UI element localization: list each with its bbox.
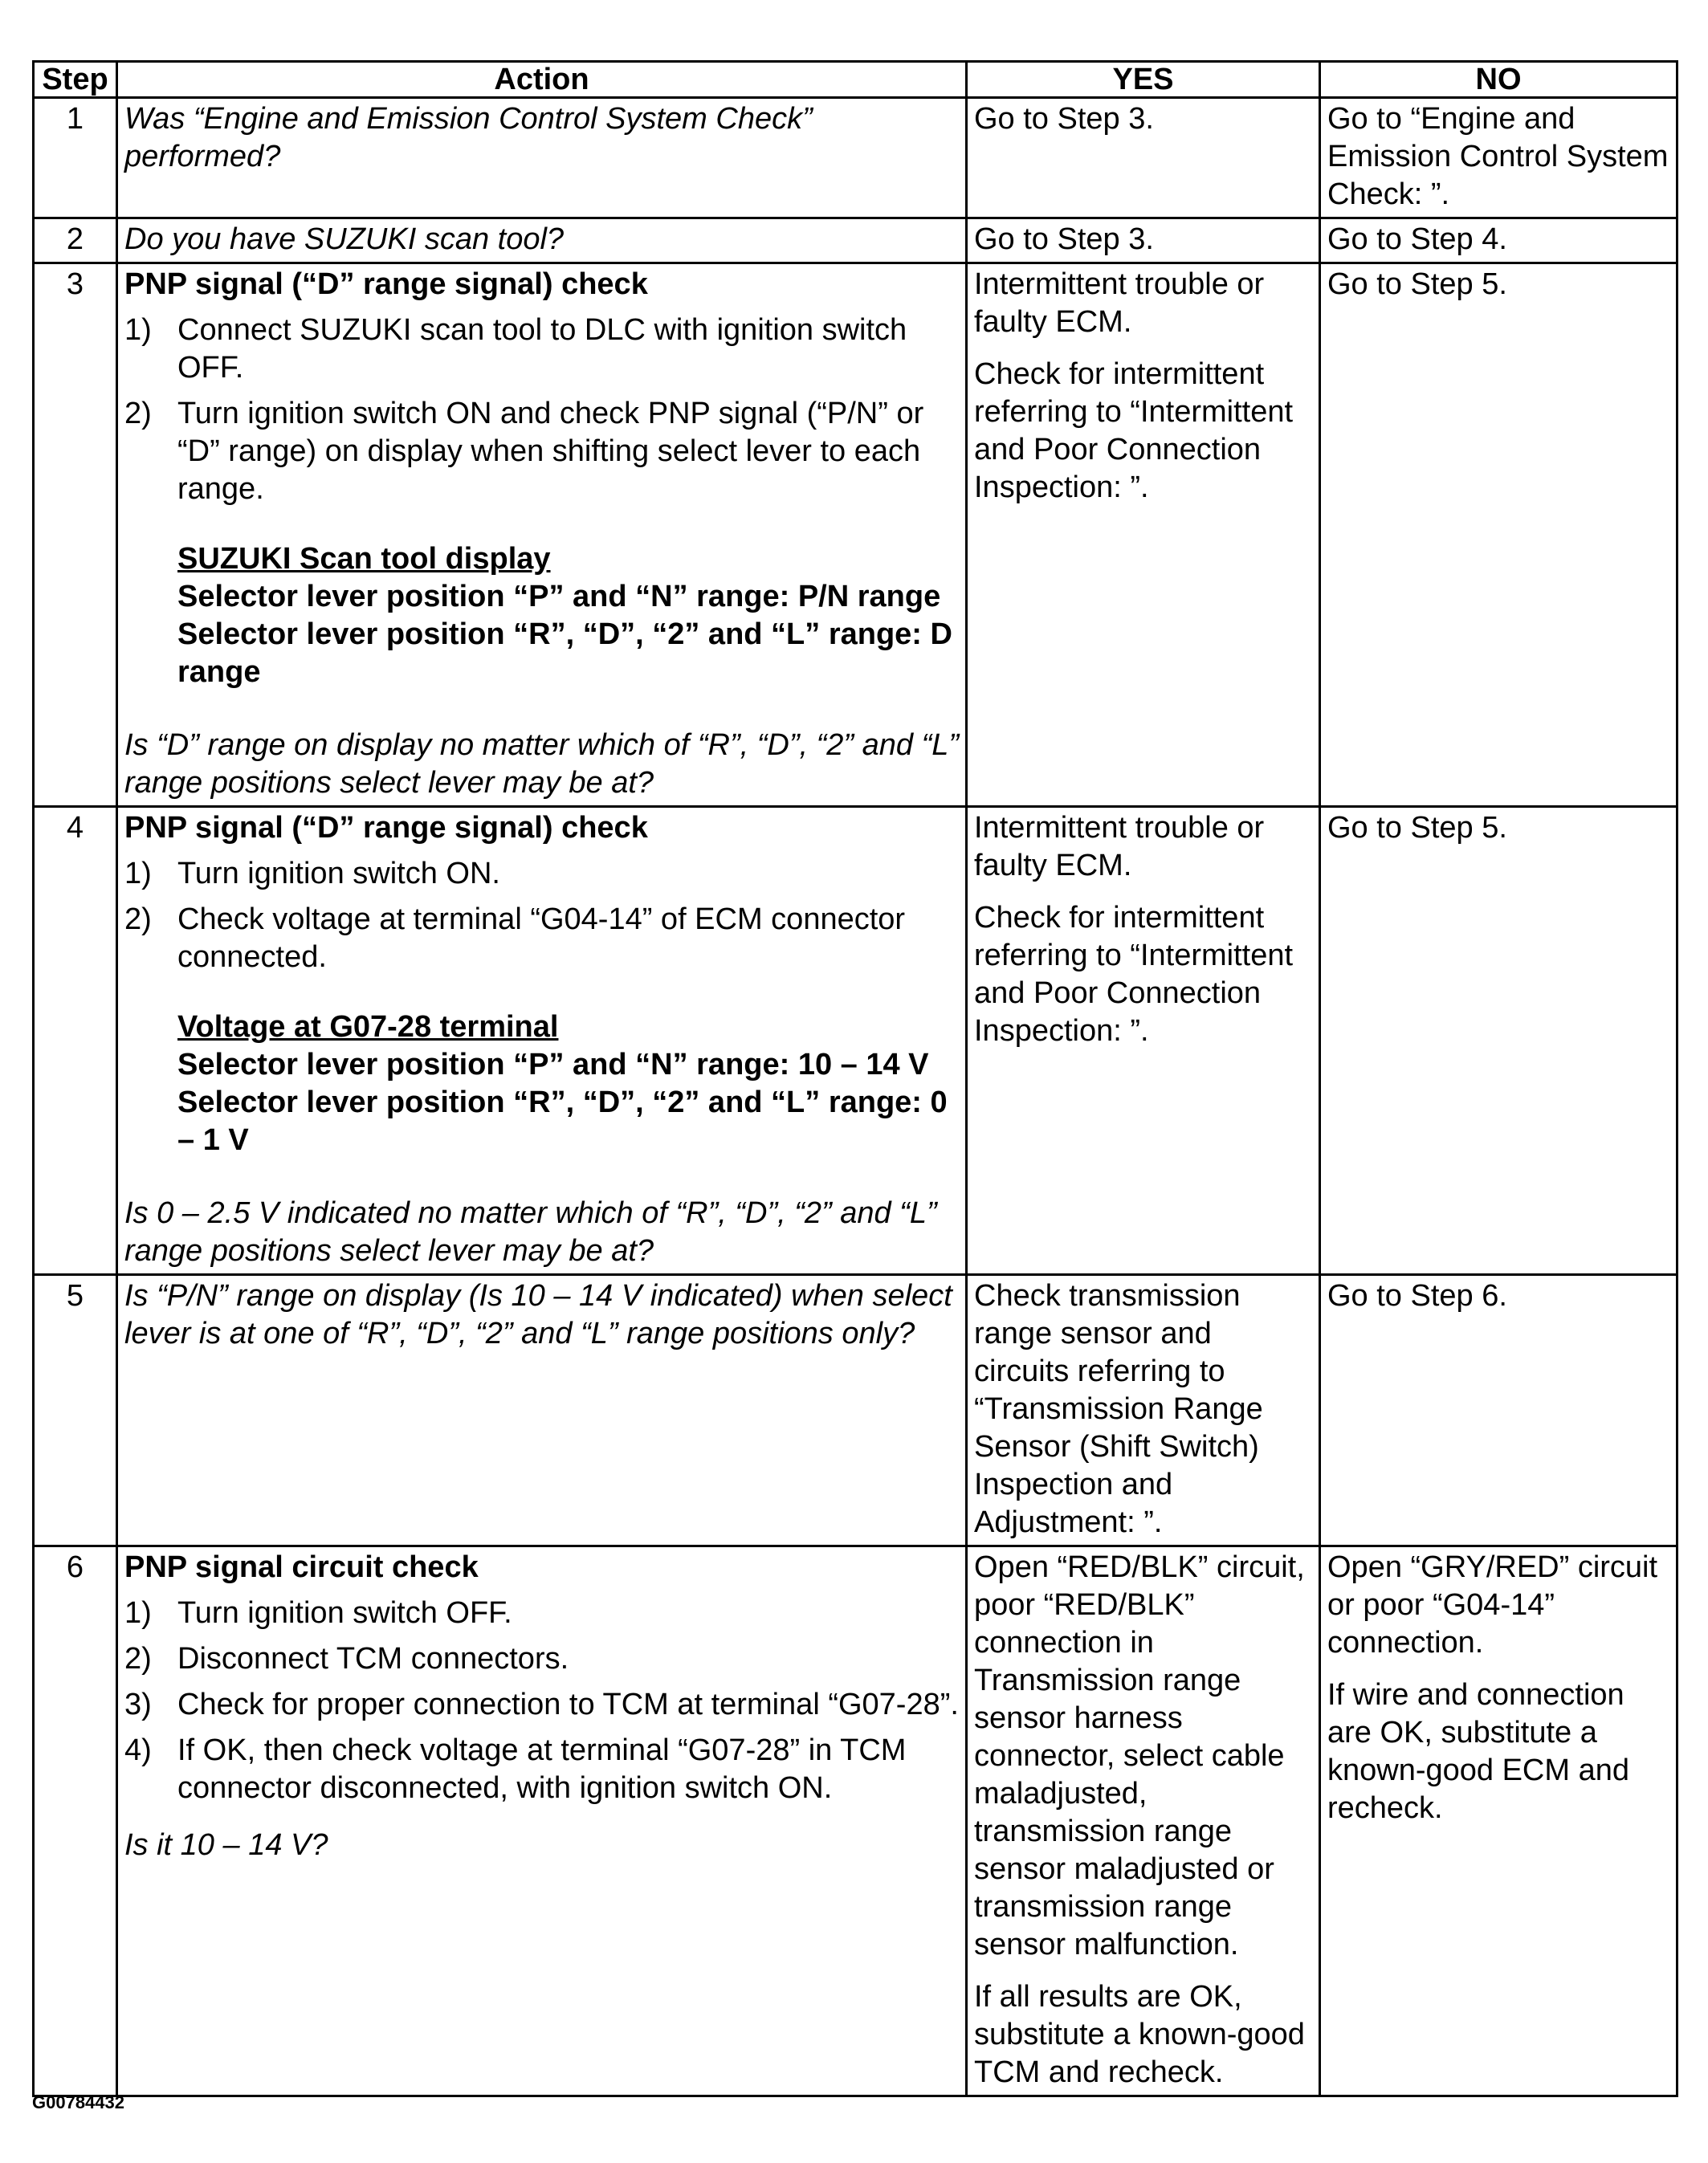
spec-block: [177, 1008, 959, 1159]
action-title: PNP signal circuit check: [124, 1550, 479, 1584]
step-number: 6: [34, 1546, 117, 2096]
no-cell: Go to Step 5.: [1320, 263, 1677, 807]
yes-text: Check for intermittent referring to “Intermittent and Poor Connection Inspection: ”.: [974, 357, 1294, 504]
yes-text: Check for intermittent referring to “Intermittent and Poor Connection Inspection: ”.: [974, 901, 1294, 1048]
yes-text: Intermittent trouble or faulty ECM.: [974, 811, 1265, 882]
no-text: If wire and connection are OK, substitute a known-good ECM and recheck.: [1327, 1678, 1629, 1825]
yes-cell: [967, 1546, 1320, 2096]
yes-cell: [967, 263, 1320, 807]
list-item: 2) Turn ignition switch ON and check PNP signal (“P/N” or “D” range) on display when shifting select lever to each range.: [124, 397, 924, 506]
header-row: [34, 62, 1677, 98]
header-no: NO: [1320, 62, 1677, 98]
yes-cell: Check transmission range sensor and circuits referring to “Transmission Range Sensor (Shift Switch) Inspection and Adjustment: ”.: [967, 1275, 1320, 1546]
action-cell: [117, 807, 967, 1275]
no-cell: [1320, 1546, 1677, 2096]
action-title: PNP signal (“D” range signal) check: [124, 811, 648, 845]
no-cell: Go to “Engine and Emission Control System Check: ”.: [1320, 98, 1677, 218]
list-item: 4) If OK, then check voltage at terminal “G07-28” in TCM connector disconnected, with ignition switch ON.: [124, 1733, 907, 1805]
table-row: [34, 218, 1677, 263]
action-cell: [117, 98, 967, 218]
action-question: Is “D” range on display no matter which of “R”, “D”, “2” and “L” range positions select lever may be at?: [124, 728, 960, 800]
substep-list: [124, 312, 959, 508]
action-question: Is it 10 – 14 V?: [124, 1828, 328, 1862]
action-cell: [117, 1546, 967, 2096]
action-cell: [117, 1275, 967, 1546]
action-cell: [117, 263, 967, 807]
spec-line: Selector lever position “P” and “N” range: P/N range: [177, 580, 941, 613]
action-question: Is 0 – 2.5 V indicated no matter which of “R”, “D”, “2” and “L” range positions select lever may be at?: [124, 1196, 937, 1268]
table-row: [34, 1275, 1677, 1546]
substep-list: [124, 855, 959, 976]
spec-title: Voltage at G07-28 terminal: [177, 1010, 559, 1044]
step-number: 1: [34, 98, 117, 218]
action-cell: [117, 218, 967, 263]
action-title: PNP signal (“D” range signal) check: [124, 267, 648, 301]
list-item: 1) Turn ignition switch ON.: [124, 857, 500, 890]
table-row: [34, 807, 1677, 1275]
spec-title: SUZUKI Scan tool display: [177, 542, 551, 576]
yes-cell: Go to Step 3.: [967, 98, 1320, 218]
table-row: [34, 263, 1677, 807]
action-question: Do you have SUZUKI scan tool?: [124, 222, 565, 256]
step-number: 5: [34, 1275, 117, 1546]
spec-line: Selector lever position “P” and “N” range: 10 – 14 V: [177, 1048, 929, 1082]
figure-id: G00784432: [32, 2092, 124, 2112]
yes-cell: [967, 807, 1320, 1275]
header-action: Action: [117, 62, 967, 98]
no-cell: Go to Step 4.: [1320, 218, 1677, 263]
spec-line: Selector lever position “R”, “D”, “2” and “L” range: D range: [177, 617, 952, 689]
action-question: Is “P/N” range on display (Is 10 – 14 V indicated) when select lever is at one of “R”, “D”, “2” and “L” range positions only?: [124, 1279, 952, 1350]
no-cell: Go to Step 6.: [1320, 1275, 1677, 1546]
list-item: 3) Check for proper connection to TCM at terminal “G07-28”.: [124, 1688, 959, 1721]
no-cell: Go to Step 5.: [1320, 807, 1677, 1275]
substep-list: [124, 1595, 959, 1807]
table-row: [34, 1546, 1677, 2096]
yes-text: Intermittent trouble or faulty ECM.: [974, 267, 1265, 339]
step-number: 4: [34, 807, 117, 1275]
list-item: 2) Check voltage at terminal “G04-14” of ECM connector connected.: [124, 902, 906, 974]
list-item: 1) Turn ignition switch OFF.: [124, 1596, 512, 1630]
diagnostic-table: [32, 60, 1678, 2097]
header-yes: YES: [967, 62, 1320, 98]
spec-block: [177, 540, 959, 691]
no-text: Open “GRY/RED” circuit or poor “G04-14” connection.: [1327, 1550, 1658, 1660]
header-step: Step: [34, 62, 117, 98]
step-number: 2: [34, 218, 117, 263]
spec-line: Selector lever position “R”, “D”, “2” and “L” range: 0 – 1 V: [177, 1086, 948, 1157]
yes-cell: Go to Step 3.: [967, 218, 1320, 263]
list-item: 1) Connect SUZUKI scan tool to DLC with ignition switch OFF.: [124, 313, 907, 385]
step-number: 3: [34, 263, 117, 807]
list-item: 2) Disconnect TCM connectors.: [124, 1642, 569, 1676]
table-row: [34, 98, 1677, 218]
yes-text: If all results are OK, substitute a known-good TCM and recheck.: [974, 1980, 1305, 2089]
action-question: Was “Engine and Emission Control System Check” performed?: [124, 102, 813, 173]
yes-text: Open “RED/BLK” circuit, poor “RED/BLK” connection in Transmission range sensor harness connector, select cable maladjusted, transmission range sensor maladjusted or transmission range sensor malfunction.: [974, 1550, 1305, 1961]
